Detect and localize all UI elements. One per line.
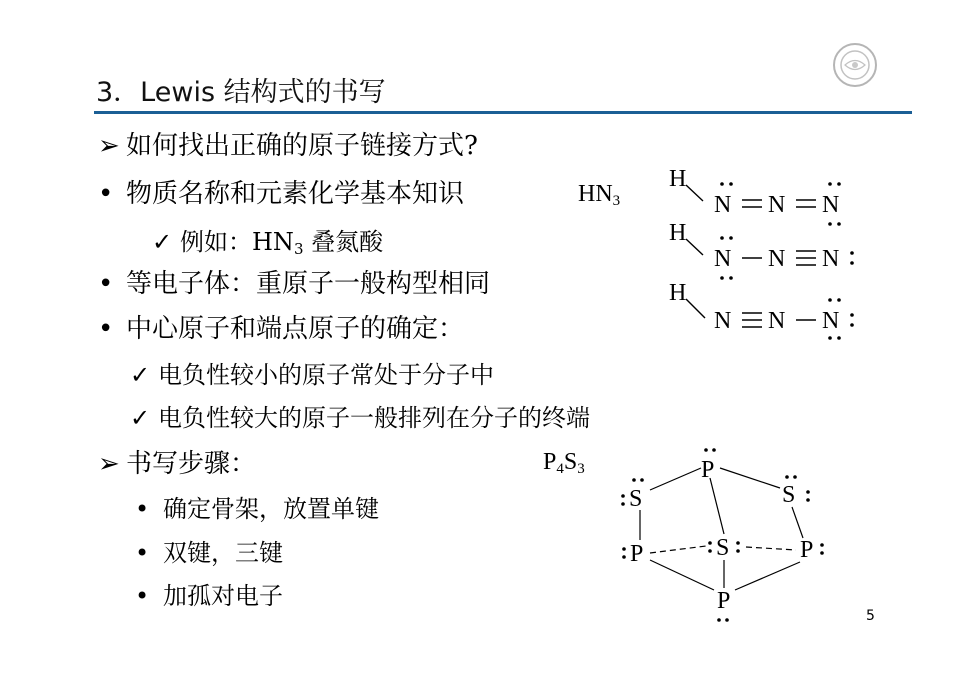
bullet-text: 电负性较小的原子常处于分子中 (158, 361, 494, 389)
svg-text:N: N (714, 246, 732, 272)
atom-p-bottom: P (717, 588, 731, 614)
bullet-dot-icon: • (98, 269, 114, 299)
step-text: 确定骨架，放置单键 (163, 495, 379, 523)
p4s3-formula: $P_4S_3$ (543, 449, 585, 477)
step-text: 加孤对电子 (163, 582, 283, 610)
hn3-formula: $HN_3$ (578, 181, 621, 209)
bullet-text: 等电子体：重原子一般构型相同 (126, 269, 491, 299)
bullet-dot-icon: • (135, 539, 150, 567)
atom-p-right: P (800, 537, 814, 563)
atom-s-left: S (629, 486, 643, 512)
svg-text:N: N (768, 192, 786, 218)
check-icon: ✓ (130, 361, 151, 389)
bullet-text: 电负性较大的原子一般排列在分子的终端 (158, 404, 590, 432)
atom-s-right: S (782, 482, 796, 508)
atom-p-left: P (630, 541, 644, 567)
slide-title: 3．Lewis 结构式的书写 (96, 77, 386, 108)
svg-text:N: N (714, 192, 732, 218)
page-number: 5 (866, 608, 875, 624)
svg-text:H: H (669, 280, 687, 306)
step-text: 双键，三键 (163, 539, 283, 567)
atom-s-middle: S (716, 535, 730, 561)
check-icon: ✓ (152, 228, 173, 256)
steps-text: 书写步骤： (126, 449, 257, 479)
sub-bullet-item: ✓ 例如：$HN_3$ 叠氮酸 (152, 228, 384, 258)
bullet-dot-icon: • (135, 495, 150, 523)
svg-text:H: H (669, 220, 687, 246)
check-icon: ✓ (130, 404, 151, 432)
atom-p-top: P (701, 457, 715, 483)
svg-text:N: N (822, 246, 840, 272)
bullet-text: 物质名称和元素化学基本知识 (126, 179, 465, 209)
question-text: 如何找出正确的原子链接方式? (126, 131, 478, 161)
arrow-bullet-icon: ➢ (98, 131, 120, 161)
svg-text:N: N (714, 308, 732, 334)
arrow-bullet-icon: ➢ (98, 449, 120, 479)
bullet-dot-icon: • (135, 582, 150, 610)
bullet-text: 中心原子和端点原子的确定： (126, 314, 465, 344)
example-text: 例如：HN (180, 228, 294, 256)
svg-text:N: N (768, 308, 786, 334)
svg-text:N: N (768, 246, 786, 272)
bullet-dot-icon: • (98, 314, 114, 344)
svg-text:N: N (822, 192, 840, 218)
svg-text:N: N (822, 308, 840, 334)
bullet-dot-icon: • (98, 179, 114, 209)
svg-text:H: H (669, 166, 687, 192)
